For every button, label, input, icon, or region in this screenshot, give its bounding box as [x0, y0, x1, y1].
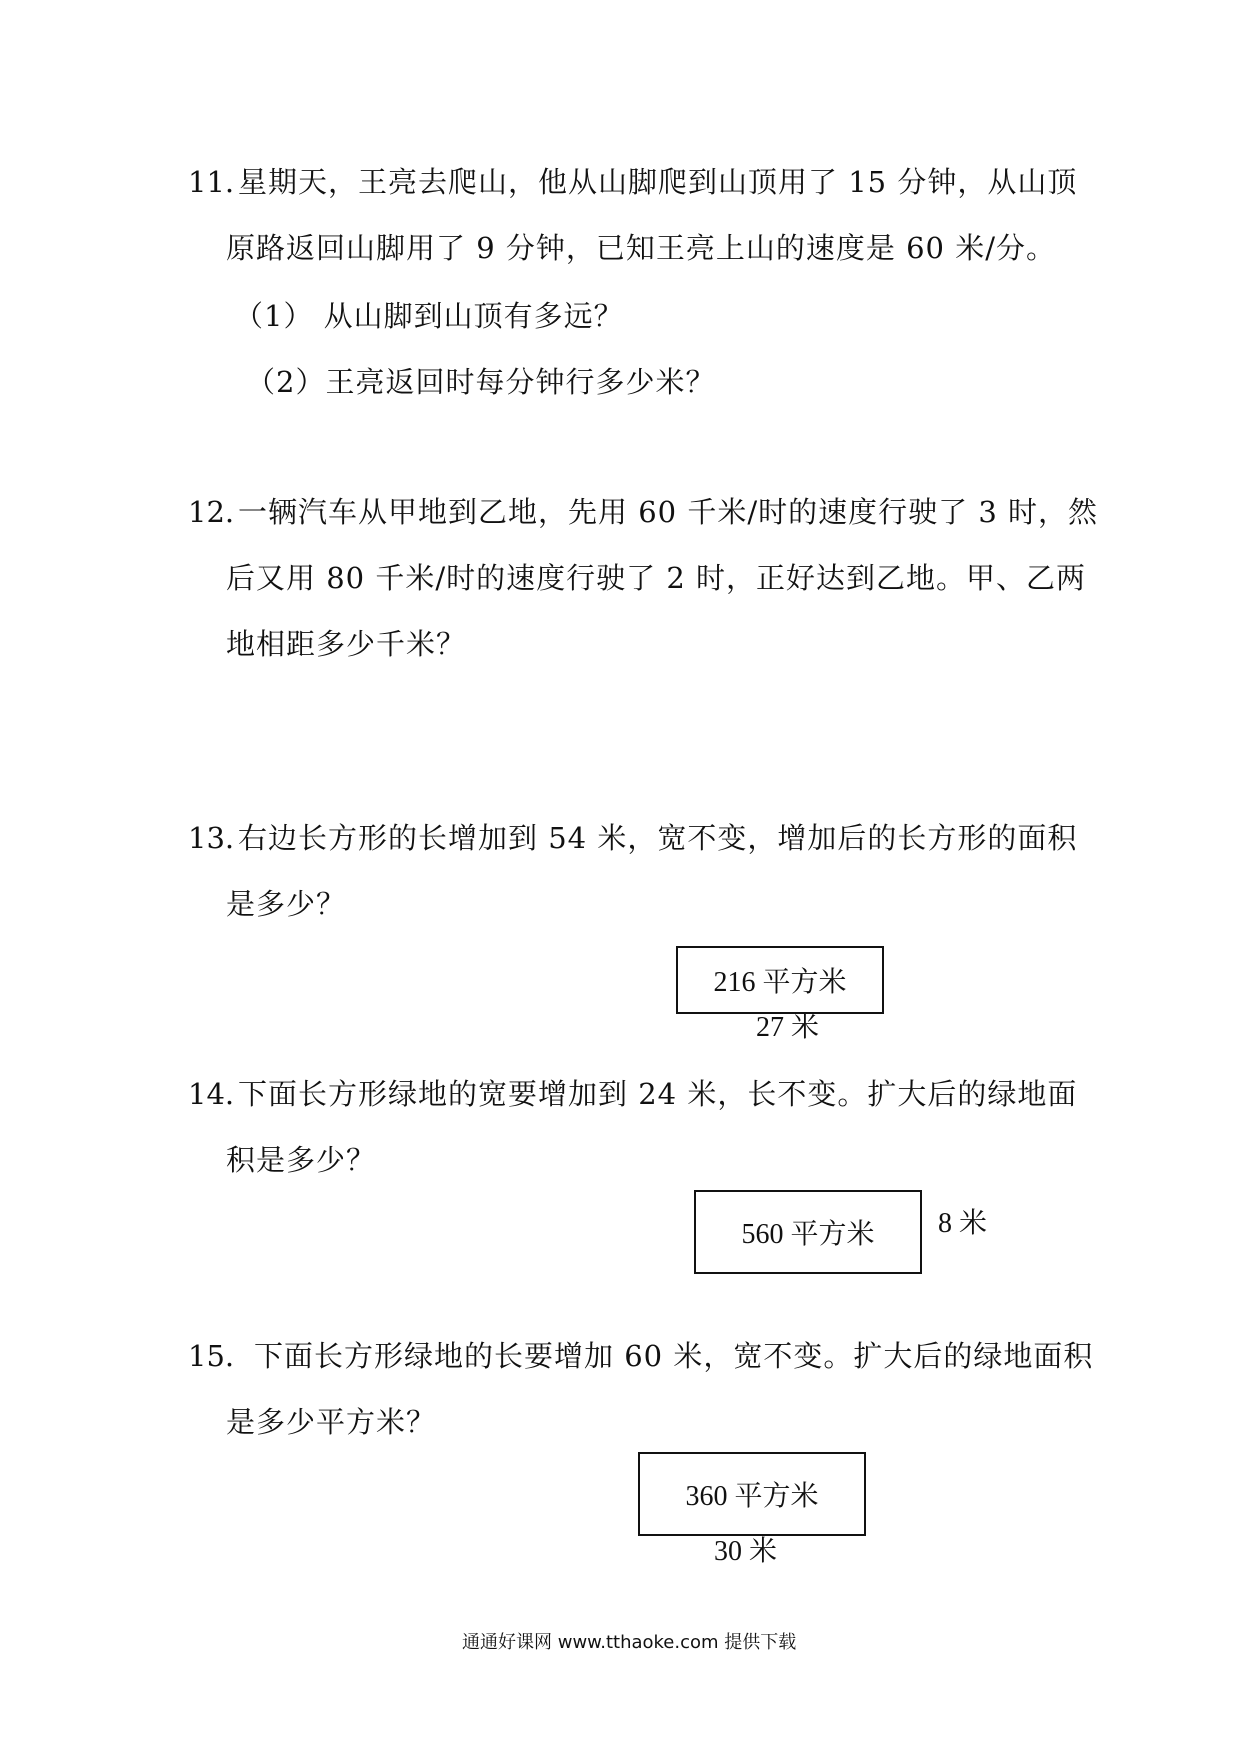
question-number: 15.: [188, 1339, 235, 1373]
question-number: 13.: [188, 821, 235, 855]
area-label: 216 平方米: [713, 967, 847, 998]
rectangle-figure: [638, 1452, 866, 1536]
sub-question-2: （2）王亮返回时每分钟行多少米？: [246, 365, 716, 399]
question-text-line: 一辆汽车从甲地到乙地，先用 60 千米/时的速度行驶了 3 时，然: [238, 495, 1098, 529]
question-text-line: 积是多少？: [226, 1143, 377, 1177]
area-label: 560 平方米: [741, 1219, 875, 1250]
question-text-line: 星期天，王亮去爬山，他从山脚爬到山顶用了 15 分钟，从山顶: [238, 165, 1078, 199]
question-number: 11.: [188, 165, 235, 199]
width-label: 8 米: [938, 1208, 988, 1239]
page-footer: 通通好课网 www.tthaoke.com 提供下载: [462, 1632, 797, 1653]
rectangle-figure: [676, 946, 884, 1014]
length-label: 30 米: [714, 1536, 778, 1567]
question-text-line: 是多少？: [226, 887, 347, 921]
question-number: 14.: [188, 1077, 235, 1111]
question-text-line: 右边长方形的长增加到 54 米，宽不变，增加后的长方形的面积: [238, 821, 1078, 855]
length-label: 27 米: [756, 1012, 820, 1043]
question-text-line: 是多少平方米？: [226, 1405, 437, 1439]
question-text-line: 下面长方形绿地的长要增加 60 米，宽不变。扩大后的绿地面积: [254, 1339, 1094, 1373]
sub-question-1: （1） 从山脚到山顶有多远？: [234, 299, 624, 333]
question-text-line: 下面长方形绿地的宽要增加到 24 米，长不变。扩大后的绿地面: [238, 1077, 1078, 1111]
question-text-line: 后又用 80 千米/时的速度行驶了 2 时，正好达到乙地。甲、乙两: [226, 561, 1086, 595]
question-number: 12.: [188, 495, 235, 529]
rectangle-figure: [694, 1190, 922, 1274]
question-text-line: 地相距多少千米？: [226, 627, 467, 661]
area-label: 360 平方米: [685, 1481, 819, 1512]
question-text-line: 原路返回山脚用了 9 分钟，已知王亮上山的速度是 60 米/分。: [226, 231, 1056, 265]
